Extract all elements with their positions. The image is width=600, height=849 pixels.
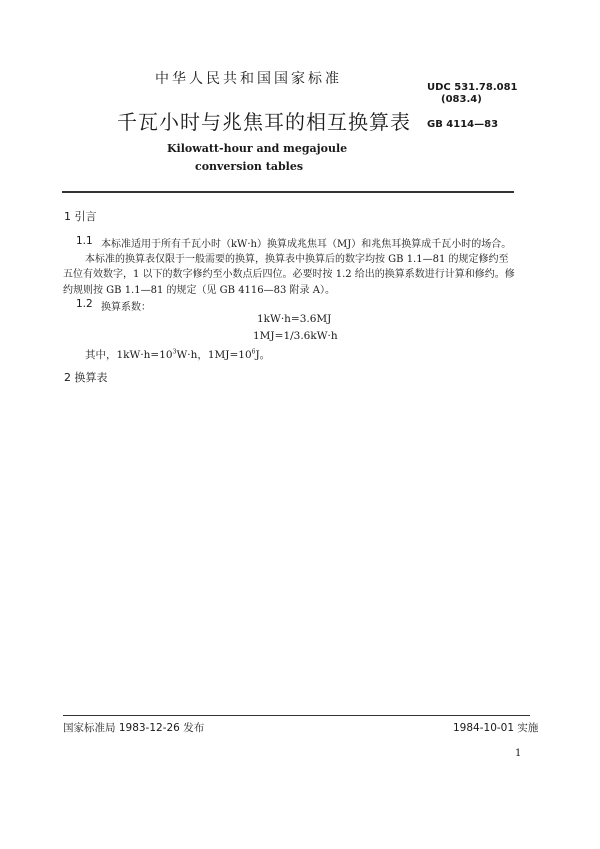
clause-1-1-text: 本标准适用于所有千瓦小时（kW·h）换算成兆焦耳（MJ）和兆焦耳换算成千瓦小时的场合。 <box>101 239 512 250</box>
note-part: W·h，1MJ=10 <box>176 349 252 361</box>
standard-org: 中华人民共和国国家标准 <box>155 71 342 87</box>
title-en-line1: Kilowatt-hour and megajoule <box>167 142 348 155</box>
page-title: 千瓦小时与兆焦耳的相互换算表 <box>117 110 411 134</box>
paragraph-line: 本标准的换算表仅限于一般需要的换算，换算表中换算后的数字均按 GB 1.1—81 的规定修约至 <box>85 254 509 265</box>
unit-note <box>85 347 270 362</box>
paragraph-line: 约规则按 GB 1.1—81 的规定（见 GB 4116—83 附录 A）。 <box>63 285 335 296</box>
title-en-line2: conversion tables <box>195 160 304 173</box>
clause-1-2-text: 换算系数： <box>101 302 151 313</box>
formula-2: 1MJ=1/3.6kW·h <box>253 330 338 342</box>
clause-1-2-number: 1.2 <box>76 298 93 310</box>
effective-date: 1984-10-01 实施 <box>453 722 539 734</box>
section1-heading: 1 引言 <box>64 210 97 223</box>
header-divider <box>62 191 514 193</box>
issue-date: 国家标准局 1983-12-26 发布 <box>63 722 205 734</box>
paragraph-line: 五位有效数字，1 以下的数字修约至小数点后四位。必要时按 1.2 给出的换算系数进行计算和修约。修 <box>63 269 515 280</box>
exponent: 3 <box>172 348 177 356</box>
udc-code: UDC 531.78.081 <box>427 82 518 93</box>
note-part: 其中，1kW·h=10 <box>85 349 173 361</box>
page-number: 1 <box>515 748 522 759</box>
standard-number: GB 4114—83 <box>427 119 499 130</box>
udc-sub: (083.4) <box>441 94 482 105</box>
section2-heading: 2 换算表 <box>64 371 108 384</box>
clause-1-1-number: 1.1 <box>76 235 93 247</box>
note-part: J。 <box>255 349 271 361</box>
formula-1: 1kW·h=3.6MJ <box>257 313 332 325</box>
footer-divider <box>63 715 530 716</box>
exponent: 6 <box>251 348 256 356</box>
